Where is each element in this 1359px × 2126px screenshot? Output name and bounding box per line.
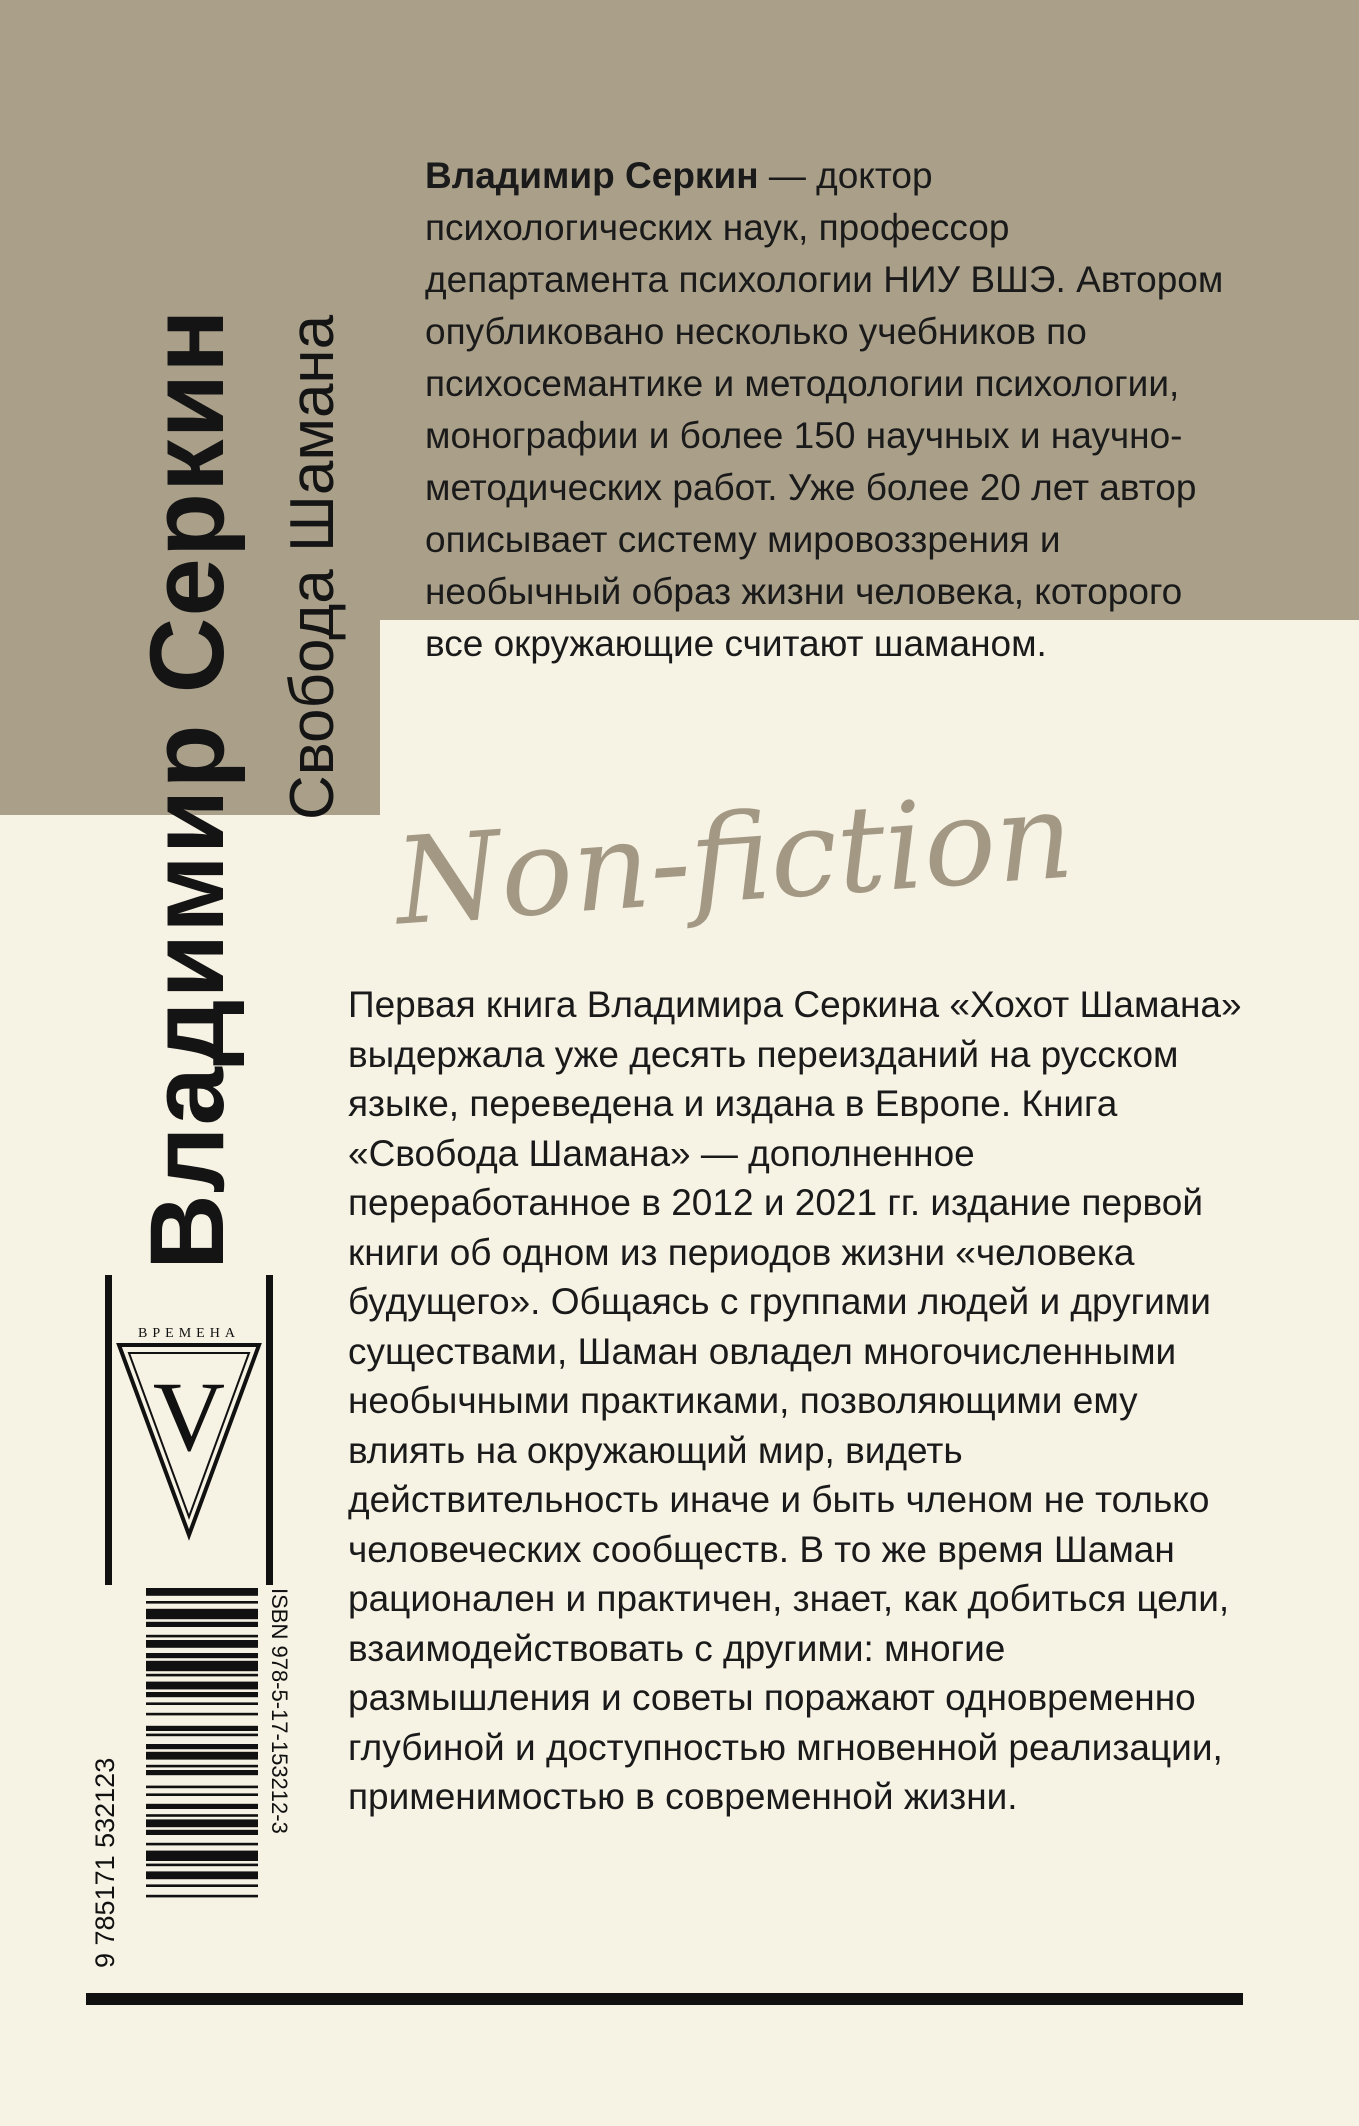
barcode-bar (146, 1726, 258, 1731)
barcode-bar (146, 1601, 258, 1604)
author-bio (425, 150, 1225, 670)
barcode-bar (146, 1843, 258, 1846)
publisher-logo (105, 1275, 273, 1585)
barcode-bar (146, 1871, 258, 1879)
barcode-bar (146, 1674, 258, 1677)
publisher-letter: V (152, 1361, 226, 1472)
barcode-bar (146, 1661, 258, 1671)
barcode-bar (146, 1770, 258, 1775)
barcode-bar (146, 1752, 258, 1760)
barcode-bar (146, 1653, 258, 1658)
spine-author: Владимир Серкин (129, 308, 246, 1270)
book-description: Первая книга Владимира Серкина «Хохот Шамана» выдержала уже десять переизданий на русском языке, переведена и издана в Европе. Книга «Свобода Шамана» — дополненное переработанное в 2012 и 2021 гг. издание первой книги об одном из периодов жизни «человека будущего». Общаясь с группами людей и другими существами, Шаман овладел многочисленными необычными практиками, позволяющими ему влиять на окружающий мир, видеть действительность иначе и быть членом не только человеческих сообществ. В то же время Шаман рационален и практичен, знает, как добиться цели, взаимодействовать с другими: многие размышления и советы поражают одновременно глубиной и доступностью мгновенной реализации, применимостью в современной жизни. (348, 984, 1242, 1817)
barcode-bar (146, 1588, 258, 1596)
spine-title: Свобода Шамана (278, 314, 347, 820)
barcode-bar (146, 1640, 258, 1648)
barcode-bar (146, 1635, 258, 1638)
barcode-bar (146, 1702, 258, 1705)
barcode-bar (146, 1765, 258, 1768)
isbn-text: ISBN 978-5-17-153212-3 (267, 1588, 292, 1834)
publisher-name: ВРЕМЕНА (138, 1326, 240, 1341)
barcode-bar (146, 1804, 258, 1809)
bottom-rule (86, 1993, 1243, 2005)
barcode-bar (146, 1851, 258, 1861)
barcode-bar (146, 1884, 258, 1887)
barcode-bar (146, 1864, 258, 1867)
author-bio-text: — доктор психологических наук, профессор департамента психологии НИУ ВШЭ. Автором опубликовано несколько учебников по психосемантике и методологии психологии, монографии и более 150 научных и научно-методических работ. Уже более 20 лет автор описывает систему мировоззрения и необычный образ жизни человека, которого все окружающие считают шаманом. (425, 155, 1224, 664)
barcode-bar (146, 1744, 258, 1749)
author-name: Владимир Серкин (425, 155, 759, 196)
barcode-bar (146, 1734, 258, 1737)
barcode-bar (146, 1609, 258, 1619)
barcode-bar (146, 1713, 258, 1716)
barcode-bar (146, 1622, 258, 1627)
barcode-bar (146, 1786, 258, 1789)
barcode-digits: 9 785171 532123 (90, 1757, 120, 1968)
barcode-bar (146, 1793, 258, 1796)
series-mark: Non-fiction (390, 766, 1078, 953)
barcode-bar (146, 1692, 258, 1697)
barcode-bar (146, 1682, 258, 1690)
barcode (90, 1580, 292, 1970)
barcode-image (90, 1580, 292, 1970)
barcode-bar (146, 1819, 258, 1827)
barcode-bar (146, 1814, 258, 1817)
barcode-bar (146, 1830, 258, 1835)
barcode-bar (146, 1895, 258, 1898)
